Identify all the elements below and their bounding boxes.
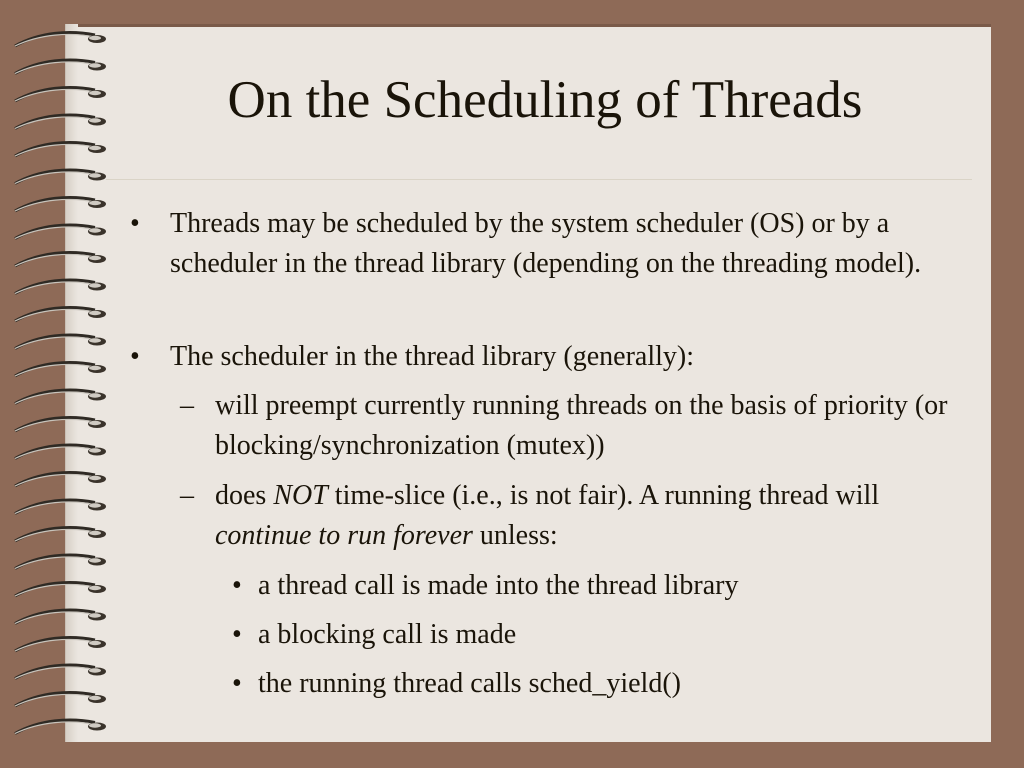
sub-sub-bullet-text: the running thread calls sched_yield() — [258, 668, 681, 699]
sub-bullet-text: does NOT time-slice (i.e., is not fair). A running thread will continue to run forever unless: — [215, 480, 880, 551]
bullet-text: The scheduler in the thread library (generally): — [170, 341, 694, 372]
sub-sub-bullet-marker: • — [232, 668, 242, 699]
sub-sub-bullet-marker: • — [232, 570, 242, 601]
sub-bullet-text: will preempt currently running threads on the basis of priority (or blocking/synchronization (mutex)) — [215, 390, 948, 461]
slide-title: On the Scheduling of Threads — [227, 71, 863, 129]
sub-bullet-marker: – — [180, 390, 194, 421]
sub-sub-bullet-text: a thread call is made into the thread library — [258, 570, 739, 601]
bullet-text: Threads may be scheduled by the system scheduler (OS) or by a scheduler in the thread library (depending on the threading model). — [170, 208, 922, 279]
title-divider — [106, 179, 972, 180]
sub-sub-bullet-marker: • — [232, 619, 242, 650]
sub-bullet-marker: – — [180, 480, 194, 511]
bullet-marker: • — [130, 208, 140, 239]
bullet-marker: • — [130, 341, 140, 372]
sub-sub-bullet-text: a blocking call is made — [258, 619, 517, 650]
